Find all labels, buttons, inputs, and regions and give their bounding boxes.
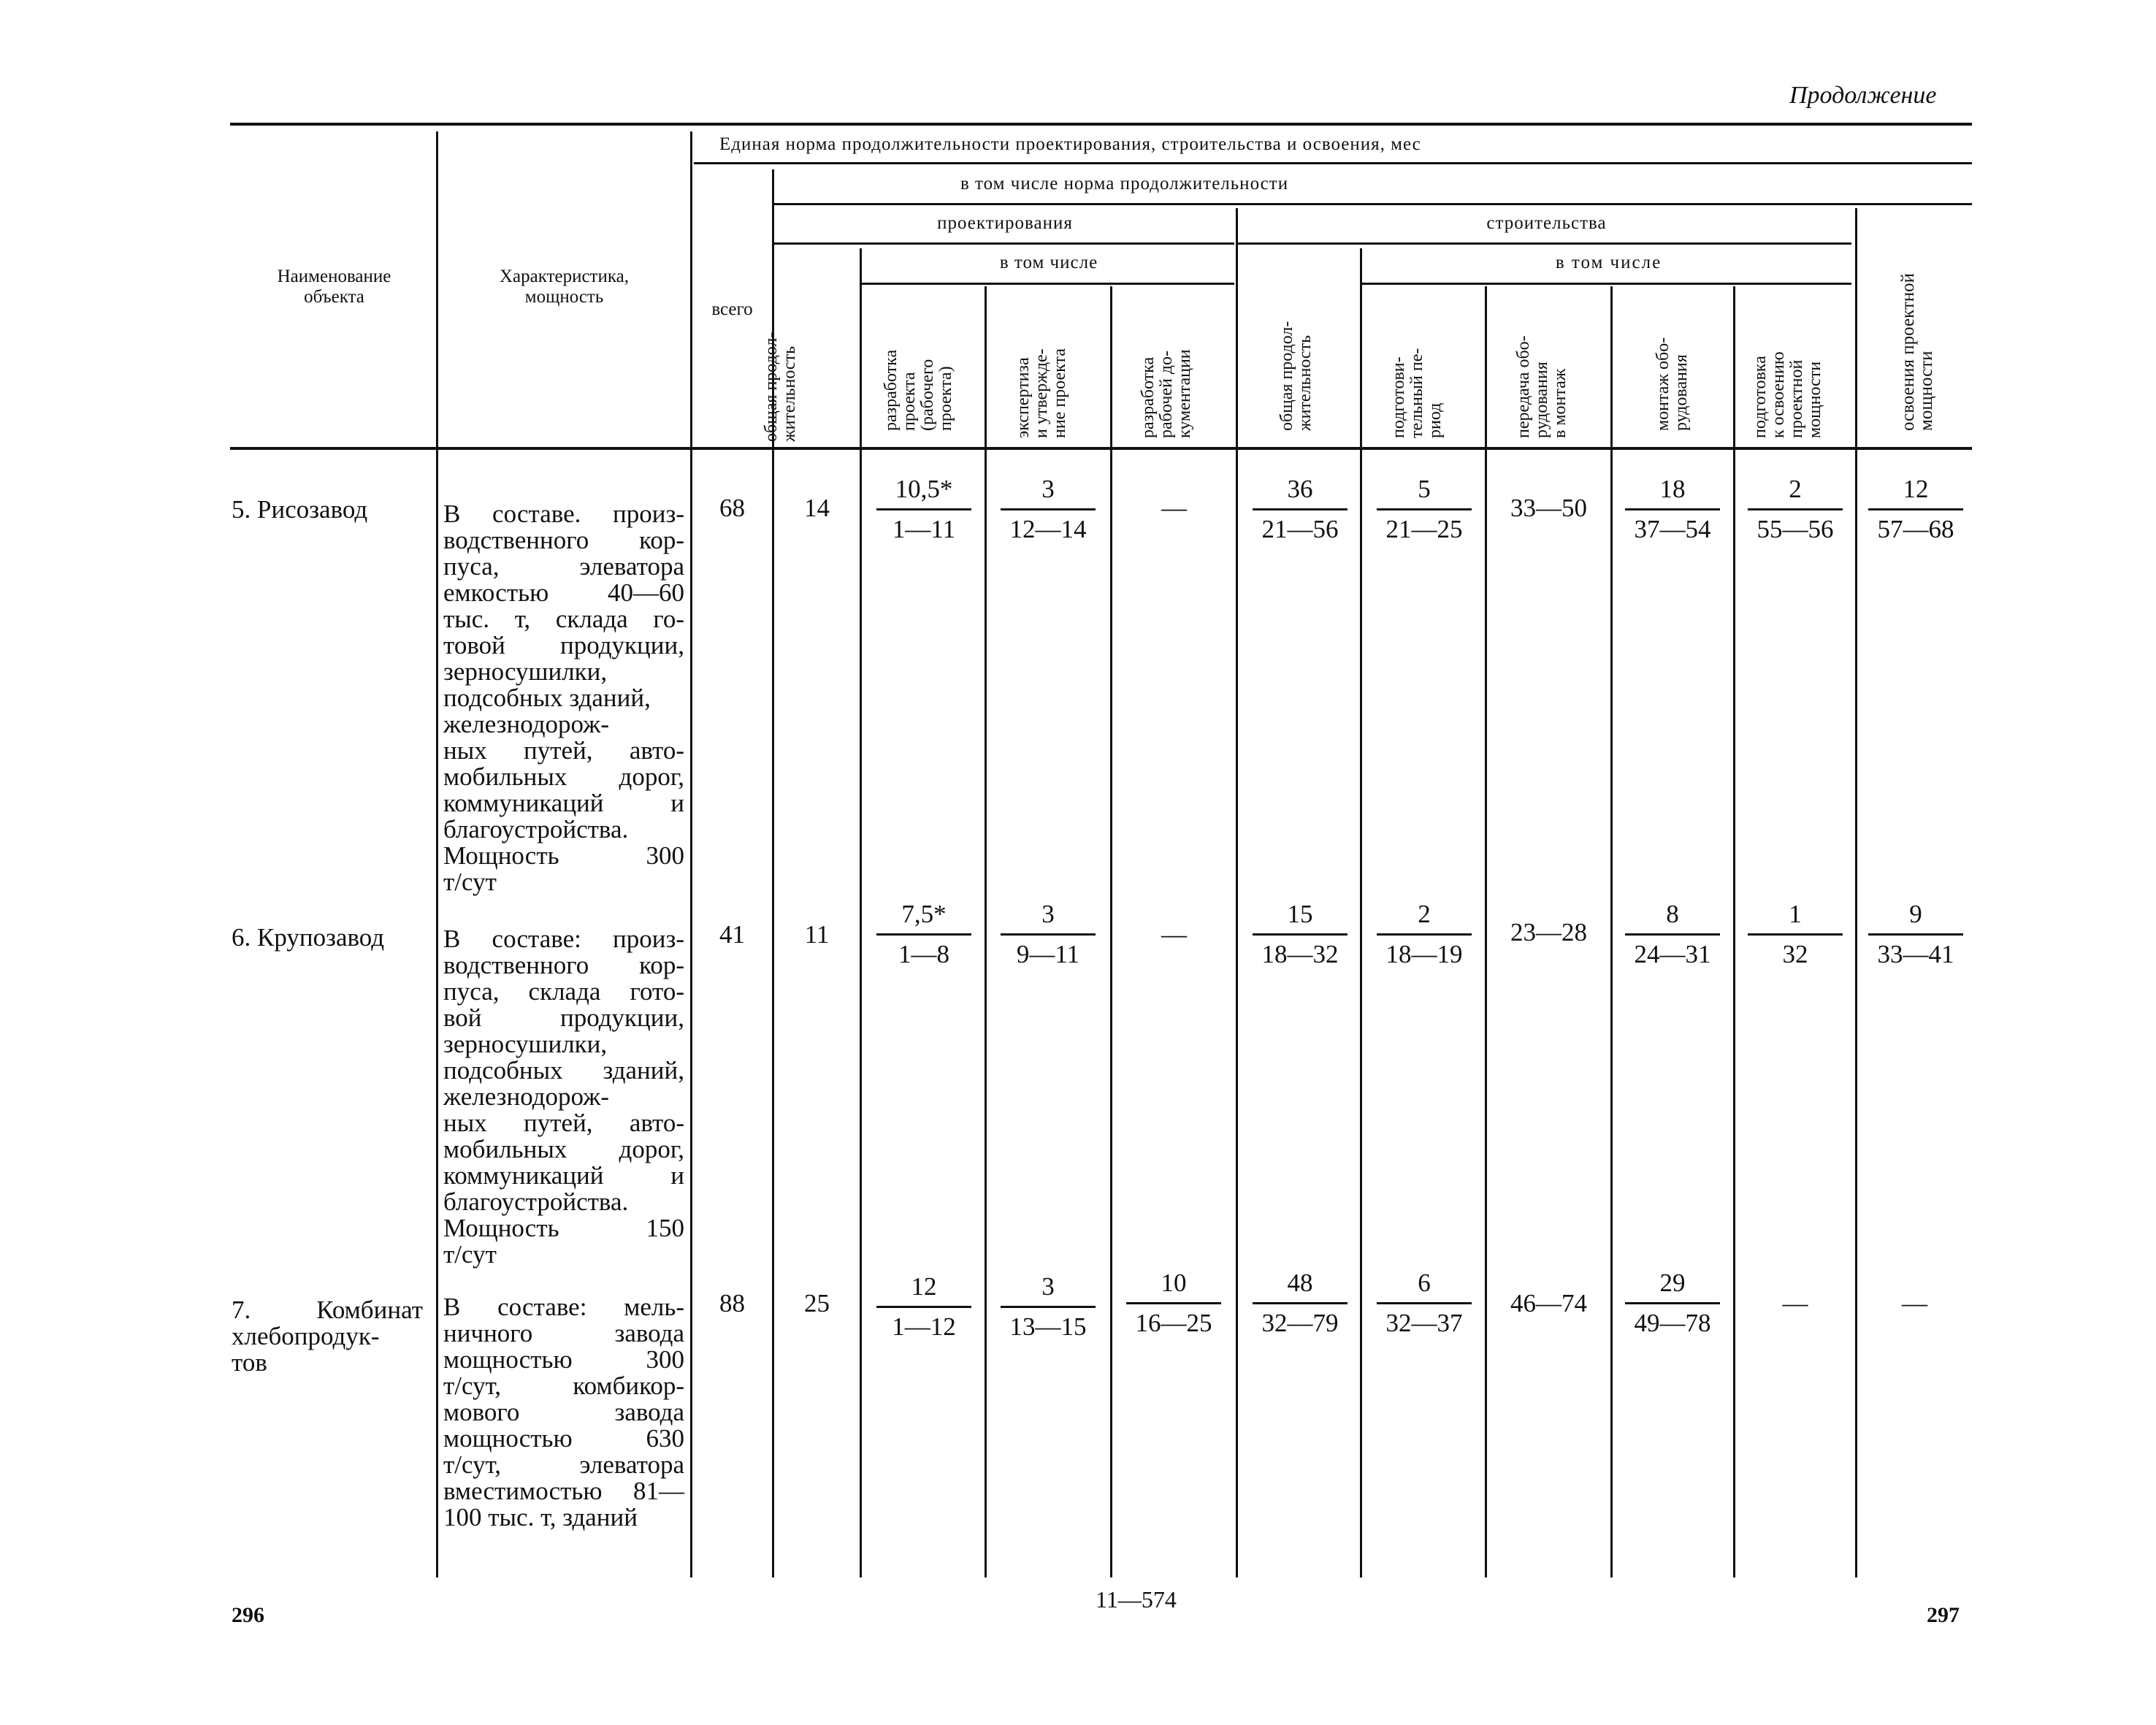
header-name: Наименование объекта (277, 267, 391, 307)
col-divider-8 (1360, 248, 1362, 1577)
header-design-exam: экспертиза и утвержде- ние проекта (1014, 348, 1069, 438)
cell-mastering: $\frac{12}{57—68}$ (1868, 473, 1963, 546)
rule-incl-norm (774, 203, 1972, 205)
row-name: 5. Рисозавод (232, 495, 368, 524)
header-unified-norm: Единая норма продолжительности проектирования, строительства и освоения, мес (719, 134, 1421, 154)
row-name: 7. Комбинат хлебопродук- тов (232, 1296, 423, 1377)
rule-construction (1238, 242, 1851, 245)
rule-constr-incl (1362, 283, 1851, 285)
cell-design-workdoc: — (1161, 494, 1187, 522)
rule-design-incl (862, 283, 1234, 285)
row-description: В составе: мель- ничного завода мощностью 300 т/сут, комбикор- мового завода мощностью 630 т/сут, элеватора вместимостью 81— 100 тыс. т, зданий (443, 1293, 684, 1531)
cell-constr-prep: $\frac{2}{18—19}$ (1377, 898, 1472, 971)
cell-constr-transfer: 46—74 (1510, 1289, 1587, 1317)
rule-design (774, 242, 1234, 245)
cell-mastering: $\frac{9}{33—41}$ (1868, 898, 1963, 971)
header-constr-prep: подготови- тельный пе- риод (1389, 348, 1445, 438)
col-divider-12 (1855, 208, 1857, 1577)
cell-constr-transfer: 33—50 (1510, 494, 1587, 522)
cell-constr-prepcap: $\frac{2}{55—56}$ (1748, 473, 1843, 546)
header-incl-norm: в том числе норма продолжительности (960, 174, 1289, 194)
page-number-right: 297 (1927, 1603, 1960, 1627)
header-constr-incl: в том числе (1555, 253, 1662, 272)
top-rule (230, 123, 1972, 126)
cell-design-total: 11 (804, 920, 830, 949)
cell-design-dev: $\frac{12}{1—12}$ (876, 1271, 971, 1343)
rule-unified-norm (694, 162, 1972, 164)
cell-design-workdoc: — (1161, 920, 1187, 949)
cell-mastering: — (1902, 1289, 1927, 1317)
header-total: всего (711, 299, 753, 319)
header-bottom-rule (230, 447, 1972, 450)
header-construction: строительства (1486, 213, 1607, 233)
col-divider-5 (985, 286, 987, 1577)
cell-constr-total: $\frac{36}{21—56}$ (1253, 473, 1348, 546)
footer-center-code: 11—574 (1096, 1586, 1177, 1613)
header-design-workdoc: разработка рабочей до- кументации (1139, 349, 1194, 438)
col-divider-10 (1610, 286, 1613, 1577)
cell-design-exam: $\frac{3}{13—15}$ (1001, 1271, 1096, 1343)
cell-design-exam: $\frac{3}{9—11}$ (1001, 898, 1096, 971)
header-design-incl: в том числе (999, 253, 1098, 272)
row-description: В составе. произ- водственного кор- пуса, элеватора емкостью 40—60 тыс. т, склада го- товой продукции, зерносушилки, подсобных зданий, железнодорож- ных путей, авто- мобильных дорог, коммуникаций и благоустройства. Мощность 300 т/сут (443, 500, 684, 896)
col-divider-7 (1236, 208, 1238, 1577)
cell-design-dev: $\frac{7,5*}{1—8}$ (876, 898, 971, 971)
page-number-left: 296 (232, 1603, 264, 1627)
cell-constr-prepcap: $\frac{1}{32}$ (1748, 898, 1843, 971)
row-name: 6. Крупозавод (232, 923, 385, 952)
header-characteristic: Характеристика, мощность (500, 267, 629, 307)
header-design-dev: разработка проекта (рабочего проекта) (882, 349, 955, 431)
cell-design-exam: $\frac{3}{12—14}$ (1001, 473, 1096, 546)
col-divider-1 (436, 131, 438, 1577)
col-divider-4 (860, 248, 862, 1577)
header-constr-transfer: передача обо- рудования в монтаж (1514, 335, 1570, 438)
header-constr-mount: монтаж обо- рудования (1654, 337, 1691, 431)
header-design: проектирования (937, 213, 1073, 233)
mastering-top-rule (1855, 203, 1972, 205)
cell-constr-total: $\frac{15}{18—32}$ (1253, 898, 1348, 971)
cell-constr-prepcap: — (1782, 1289, 1808, 1317)
header-constr-total: общая продол- жительность (1277, 321, 1315, 431)
cell-design-total: 14 (804, 494, 830, 522)
cell-total: 88 (719, 1289, 745, 1317)
cell-design-workdoc: $\frac{10}{16—25}$ (1126, 1267, 1221, 1339)
row-description: В составе: произ- водственного кор- пуса, склада гото- вой продукции, зерносушилки, подсобных зданий, железнодорож- ных путей, авто- мобильных дорог, коммуникаций и благоустройства. Мощность 150 т/сут (443, 925, 684, 1269)
col-divider-2 (690, 131, 692, 1577)
cell-total: 68 (719, 494, 745, 522)
cell-constr-prep: $\frac{5}{21—25}$ (1377, 473, 1472, 546)
cell-constr-total: $\frac{48}{32—79}$ (1253, 1267, 1348, 1339)
header-mastering: освоения проектной мощности (1898, 272, 1936, 431)
cell-design-dev: $\frac{10,5*}{1—11}$ (876, 473, 971, 546)
cell-total: 41 (719, 920, 745, 949)
cell-constr-mount: $\frac{18}{37—54}$ (1625, 473, 1720, 546)
cell-constr-transfer: 23—28 (1510, 918, 1587, 946)
cell-constr-mount: $\frac{29}{49—78}$ (1625, 1267, 1720, 1339)
header-design-total: общая продол- жительность (762, 332, 799, 442)
cell-constr-prep: $\frac{6}{32—37}$ (1377, 1267, 1472, 1339)
cell-constr-mount: $\frac{8}{24—31}$ (1625, 898, 1720, 971)
continuation-label: Продолжение (1789, 82, 1937, 109)
header-constr-prepcap: подготовка к освоению проектной мощности (1751, 351, 1824, 438)
cell-design-total: 25 (804, 1289, 830, 1317)
col-divider-11 (1733, 286, 1735, 1577)
